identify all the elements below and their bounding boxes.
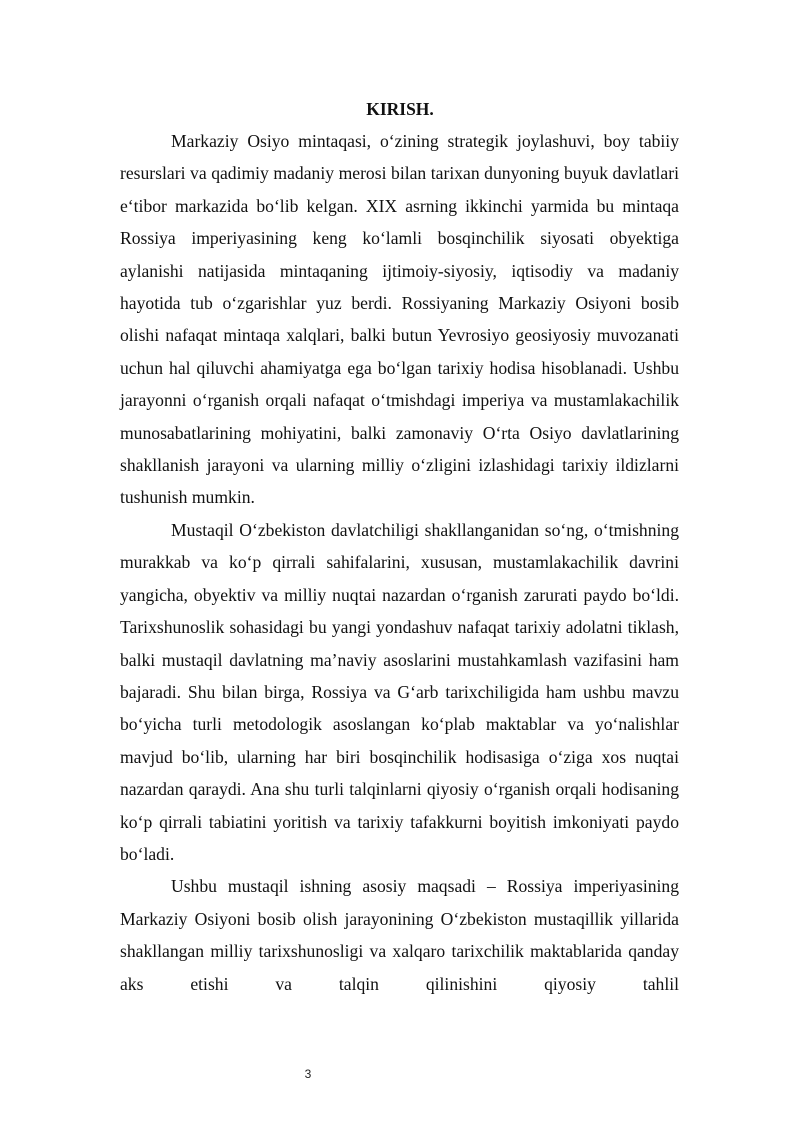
section-heading: KIRISH. (366, 99, 434, 119)
body-text (120, 125, 679, 1000)
paragraph-intro: Markaziy Osiyo mintaqasi, o‘zining strategik joylashuvi, boy tabiiy resurslari va qadimiy madaniy merosi bilan tarixan dunyoning buyuk davlatlari e‘tibor markazida bo‘lib kelgan. XIX asrning ikkinchi yarmida bu mintaqa Rossiya imperiyasining keng ko‘lamli bosqinchilik siyosati obyektiga aylanishi natijasida mintaqaning ijtimoiy-siyosiy, iqtisodiy va madaniy hayotida tub o‘zgarishlar yuz berdi. Rossiyaning Markaziy Osiyoni bosib olishi nafaqat mintaqa xalqlari, balki butun Yevrosiyo geosiyosiy muvozanati uchun hal qiluvchi ahamiyatga ega bo‘lgan tarixiy hodisa hisoblanadi. Ushbu jarayonni o‘rganish orqali nafaqat o‘tmishdagi imperiya va mustamlakachilik munosabatlarining mohiyatini, balki zamonaviy O‘rta Osiyo davlatlarining shakllanish jarayoni va ularning milliy o‘zligini izlashidagi tarixiy ildizlarni tushunish mumkin. (120, 131, 679, 508)
paragraph-historiography: Mustaqil O‘zbekiston davlatchiligi shakllanganidan so‘ng, o‘tmishning murakkab va ko‘p qirrali sahifalarini, xususan, mustamlakachilik davrini yangicha, obyektiv va milliy nuqtai nazardan o‘rganish zarurati paydo bo‘ldi. Tarixshunoslik sohasidagi bu yangi yondashuv nafaqat tarixiy adolatni tiklash, balki mustaqil davlatning ma’naviy asoslarini mustahkamlash vazifasini ham bajaradi. Shu bilan birga, Rossiya va G‘arb tarixchiligida ham ushbu mavzu bo‘yicha turli metodologik asoslangan ko‘plab maktablar va yo‘nalishlar mavjud bo‘lib, ularning har biri bosqinchilik hodisasiga o‘ziga xos nuqtai nazardan qaraydi. Ana shu turli talqinlarni qiyosiy o‘rganish orqali hodisaning ko‘p qirrali tabiatini yoritish va tarixiy tafakkurni boyitish imkoniyati paydo bo‘ladi. (120, 519, 679, 864)
page-number: 3 (304, 1067, 312, 1081)
paragraph-objective: Ushbu mustaqil ishning asosiy maqsadi – Rossiya imperiyasining Markaziy Osiyoni bosib olish jarayonining O‘zbekiston mustaqillik yillarida shakllangan milliy tarixshunosligi va xalqaro tarixchilik maktablarida qanday aks etishi va talqin qilinishini qiyosiy tahlil (120, 876, 679, 994)
